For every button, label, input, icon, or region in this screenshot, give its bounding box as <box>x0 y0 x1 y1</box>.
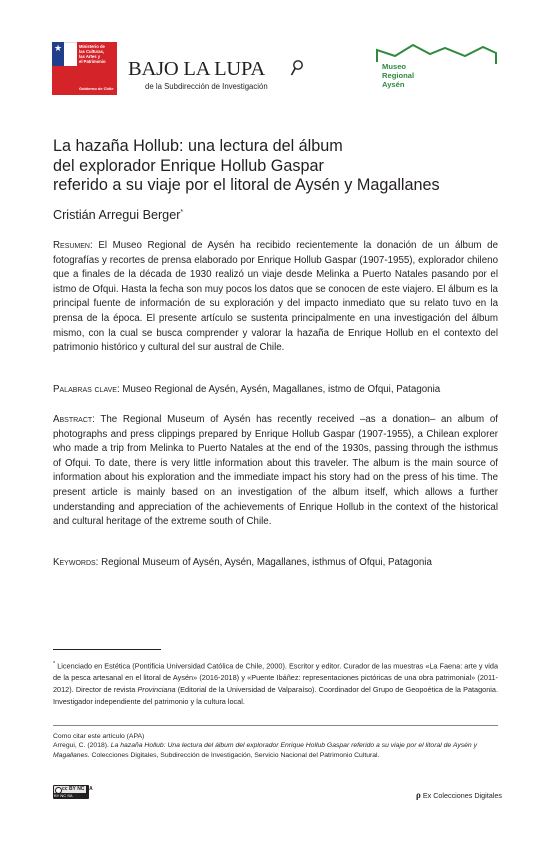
brand-title: BAJO LA LUPA <box>128 58 265 80</box>
museo-logo-text: Museo Regional Aysén <box>382 62 415 89</box>
citation-divider <box>53 725 498 726</box>
citation-text: Arregui, C. (2018). La hazaña Hollub: Una lectura del álbum del explorador Enrique Hollub Gaspar referido a su viaje por el litoral de Aysén y Magallanes. Colecciones Digitales, Subdirección de Investigación, Servicio Nacional del Patrimonio Cultural. <box>53 742 477 759</box>
gov-logo-red-block <box>52 66 77 95</box>
resumen-label: Resumen: <box>53 240 93 251</box>
author-name: Cristián Arregui Berger* <box>53 208 184 222</box>
article-title: La hazaña Hollub: una lectura del álbum del explorador Enrique Hollub Gaspar referido a su viaje por el litoral de Aysén y Magallanes <box>53 137 440 194</box>
star-icon: ★ <box>54 43 63 53</box>
license-badge-label: BY NC SA <box>54 793 73 798</box>
citation-block <box>53 732 498 760</box>
palabras-clave-paragraph: Palabras clave: Museo Regional de Aysén, Aysén, Magallanes, istmo de Ofqui, Patagonia <box>53 384 441 395</box>
footnote-divider <box>53 649 161 650</box>
gov-logo-ministry: Ministerio de las Culturas, las Artes y el Patrimonio <box>79 44 106 64</box>
magnifier-icon <box>290 58 304 80</box>
citation-label: Como citar este artículo (APA) <box>53 733 145 740</box>
palabras-clave-label: Palabras clave: <box>53 384 120 395</box>
keywords-label: Keywords: <box>53 557 99 568</box>
keywords-paragraph: Keywords: Regional Museum of Aysén, Aysén, Magallanes, isthmus of Ofqui, Patagonia <box>53 557 432 568</box>
license-icons-text: cc BY NC SA <box>62 786 93 792</box>
imprint: ρ Ex Colecciones Digitales <box>416 790 502 800</box>
resumen-paragraph: Resumen: El Museo Regional de Aysén ha recibido recientemente la donación de un álbum de fotografías y recortes de prensa elaborado por Enrique Hollub Gaspar (1907-1955), explorador chileno que a finales de la década de 1930 realizó un viaje desde Melinka a Puerto Natales pasando por el istmo de Ofqui. Hasta la fecha son muy pocos los datos que se conocen de este viajero. El álbum es la principal fuente de información de su exploración y del impacto inmediato que su relato tuvo en la prensa de la época. El presente artículo se sustenta principalmente en una investigación del álbum mismo, con la cual se busca comprender y valorar la hazaña de Enrique Hollub en el contexto del patrimonio histórico y cultural del sur austral de Chile. <box>53 240 498 354</box>
imprint-magnifier-icon: ρ <box>416 790 421 800</box>
abstract-label: Abstract: <box>53 414 95 425</box>
brand-subtitle: de la Subdirección de Investigación <box>145 82 268 91</box>
abstract-paragraph: Abstract: The Regional Museum of Aysén has recently received –as a donation– an album of photographs and press clippings prepared by Enrique Hollub Gaspar (1907-1955), a Chilean explorer who made a trip from Melinka to Puerto Natales at the end of the 1930s, passing through the isthmus of Ofqui. To date, there is very little information about this traveler. The album is the main source of information about his exploration and the immediate impact his story had on the press of his time. The present article is mainly based on an investigation of the album itself, which allows a further understanding and appreciation of the achievements of Enrique Hollub in the context of the historical and cultural heritage of the extreme south of Chile. <box>53 414 498 528</box>
gov-logo-country: Gobierno de Chile <box>79 86 114 91</box>
author-footnote: * Licenciado en Estética (Pontificia Universidad Católica de Chile, 2000). Escritor y editor. Curador de las muestras «La Faena: arte y vida de la pesca artesanal en el litoral de Aysén» (2016-2018) y «Puente Ibáñez: representaciones pictóricas de una obra patrimonial» (2011-2012). Director de revista Provinciana (Editorial de la Universidad de Valparaíso). Coordinador del Grupo de Geopoética de la Patagonia. Investigador independiente del patrimonio y la cultura local. <box>53 661 498 706</box>
gov-logo-white-block <box>64 42 77 67</box>
